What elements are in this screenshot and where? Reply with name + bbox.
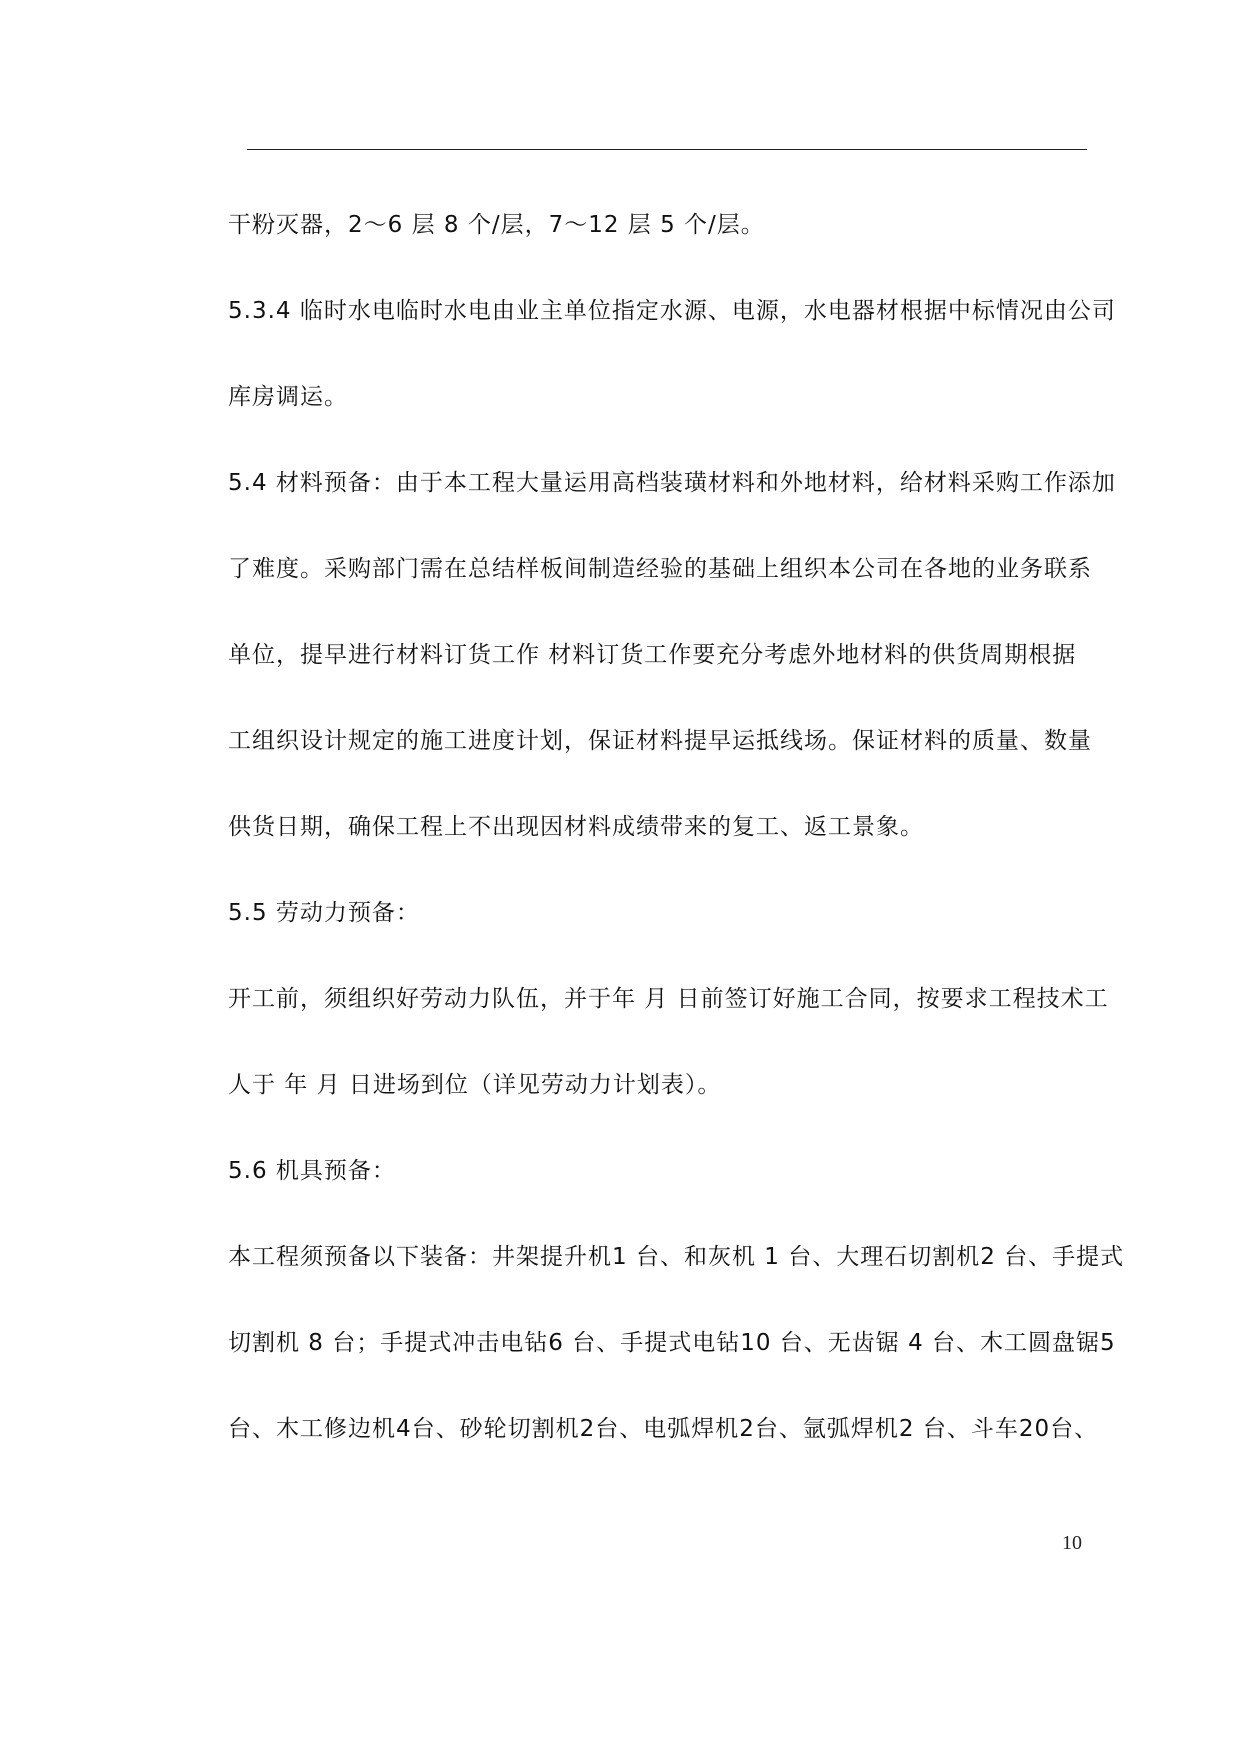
text-line: 5.4 材料预备：由于本工程大量运用高档装璜材料和外地材料，给材料采购工作添加	[228, 470, 1116, 496]
header-rule	[247, 149, 1087, 150]
section-heading: 5.5 劳动力预备：	[228, 900, 420, 926]
text-line: 台、木工修边机4台、砂轮切割机2台、电弧焊机2台、氩弧焊机2 台、斗车20台、	[228, 1416, 1099, 1442]
text-line: 人于 年 月 日进场到位（详见劳动力计划表）。	[228, 1072, 722, 1098]
text-line: 本工程须预备以下装备：井架提升机1 台、和灰机 1 台、大理石切割机2 台、手提式	[228, 1244, 1125, 1270]
text-line: 单位，提早进行材料订货工作 材料订货工作要充分考虑外地材料的供货周期根据	[228, 642, 1077, 668]
text-line: 了难度。采购部门需在总结样板间制造经验的基础上组织本公司在各地的业务联系	[228, 556, 1092, 582]
text-line: 切割机 8 台；手提式冲击电钻6 台、手提式电钻10 台、无齿锯 4 台、木工圆盘锯5	[228, 1330, 1116, 1356]
text-line: 5.3.4 临时水电临时水电由业主单位指定水源、电源，水电器材根据中标情况由公司	[228, 298, 1116, 324]
text-line: 工组织设计规定的施工进度计划，保证材料提早运抵线场。保证材料的质量、数量	[228, 728, 1092, 754]
document-body	[228, 205, 1158, 1495]
text-line: 库房调运。	[228, 384, 348, 410]
section-heading: 5.6 机具预备：	[228, 1158, 396, 1184]
text-line: 干粉灭器，2～6 层 8 个/层，7～12 层 5 个/层。	[228, 212, 765, 238]
text-line: 供货日期，确保工程上不出现因材料成绩带来的复工、返工景象。	[228, 814, 924, 840]
page-number: 10	[1062, 1532, 1082, 1554]
text-line: 开工前，须组织好劳动力队伍，并于年 月 日前签订好施工合同，按要求工程技术工	[228, 986, 1109, 1012]
